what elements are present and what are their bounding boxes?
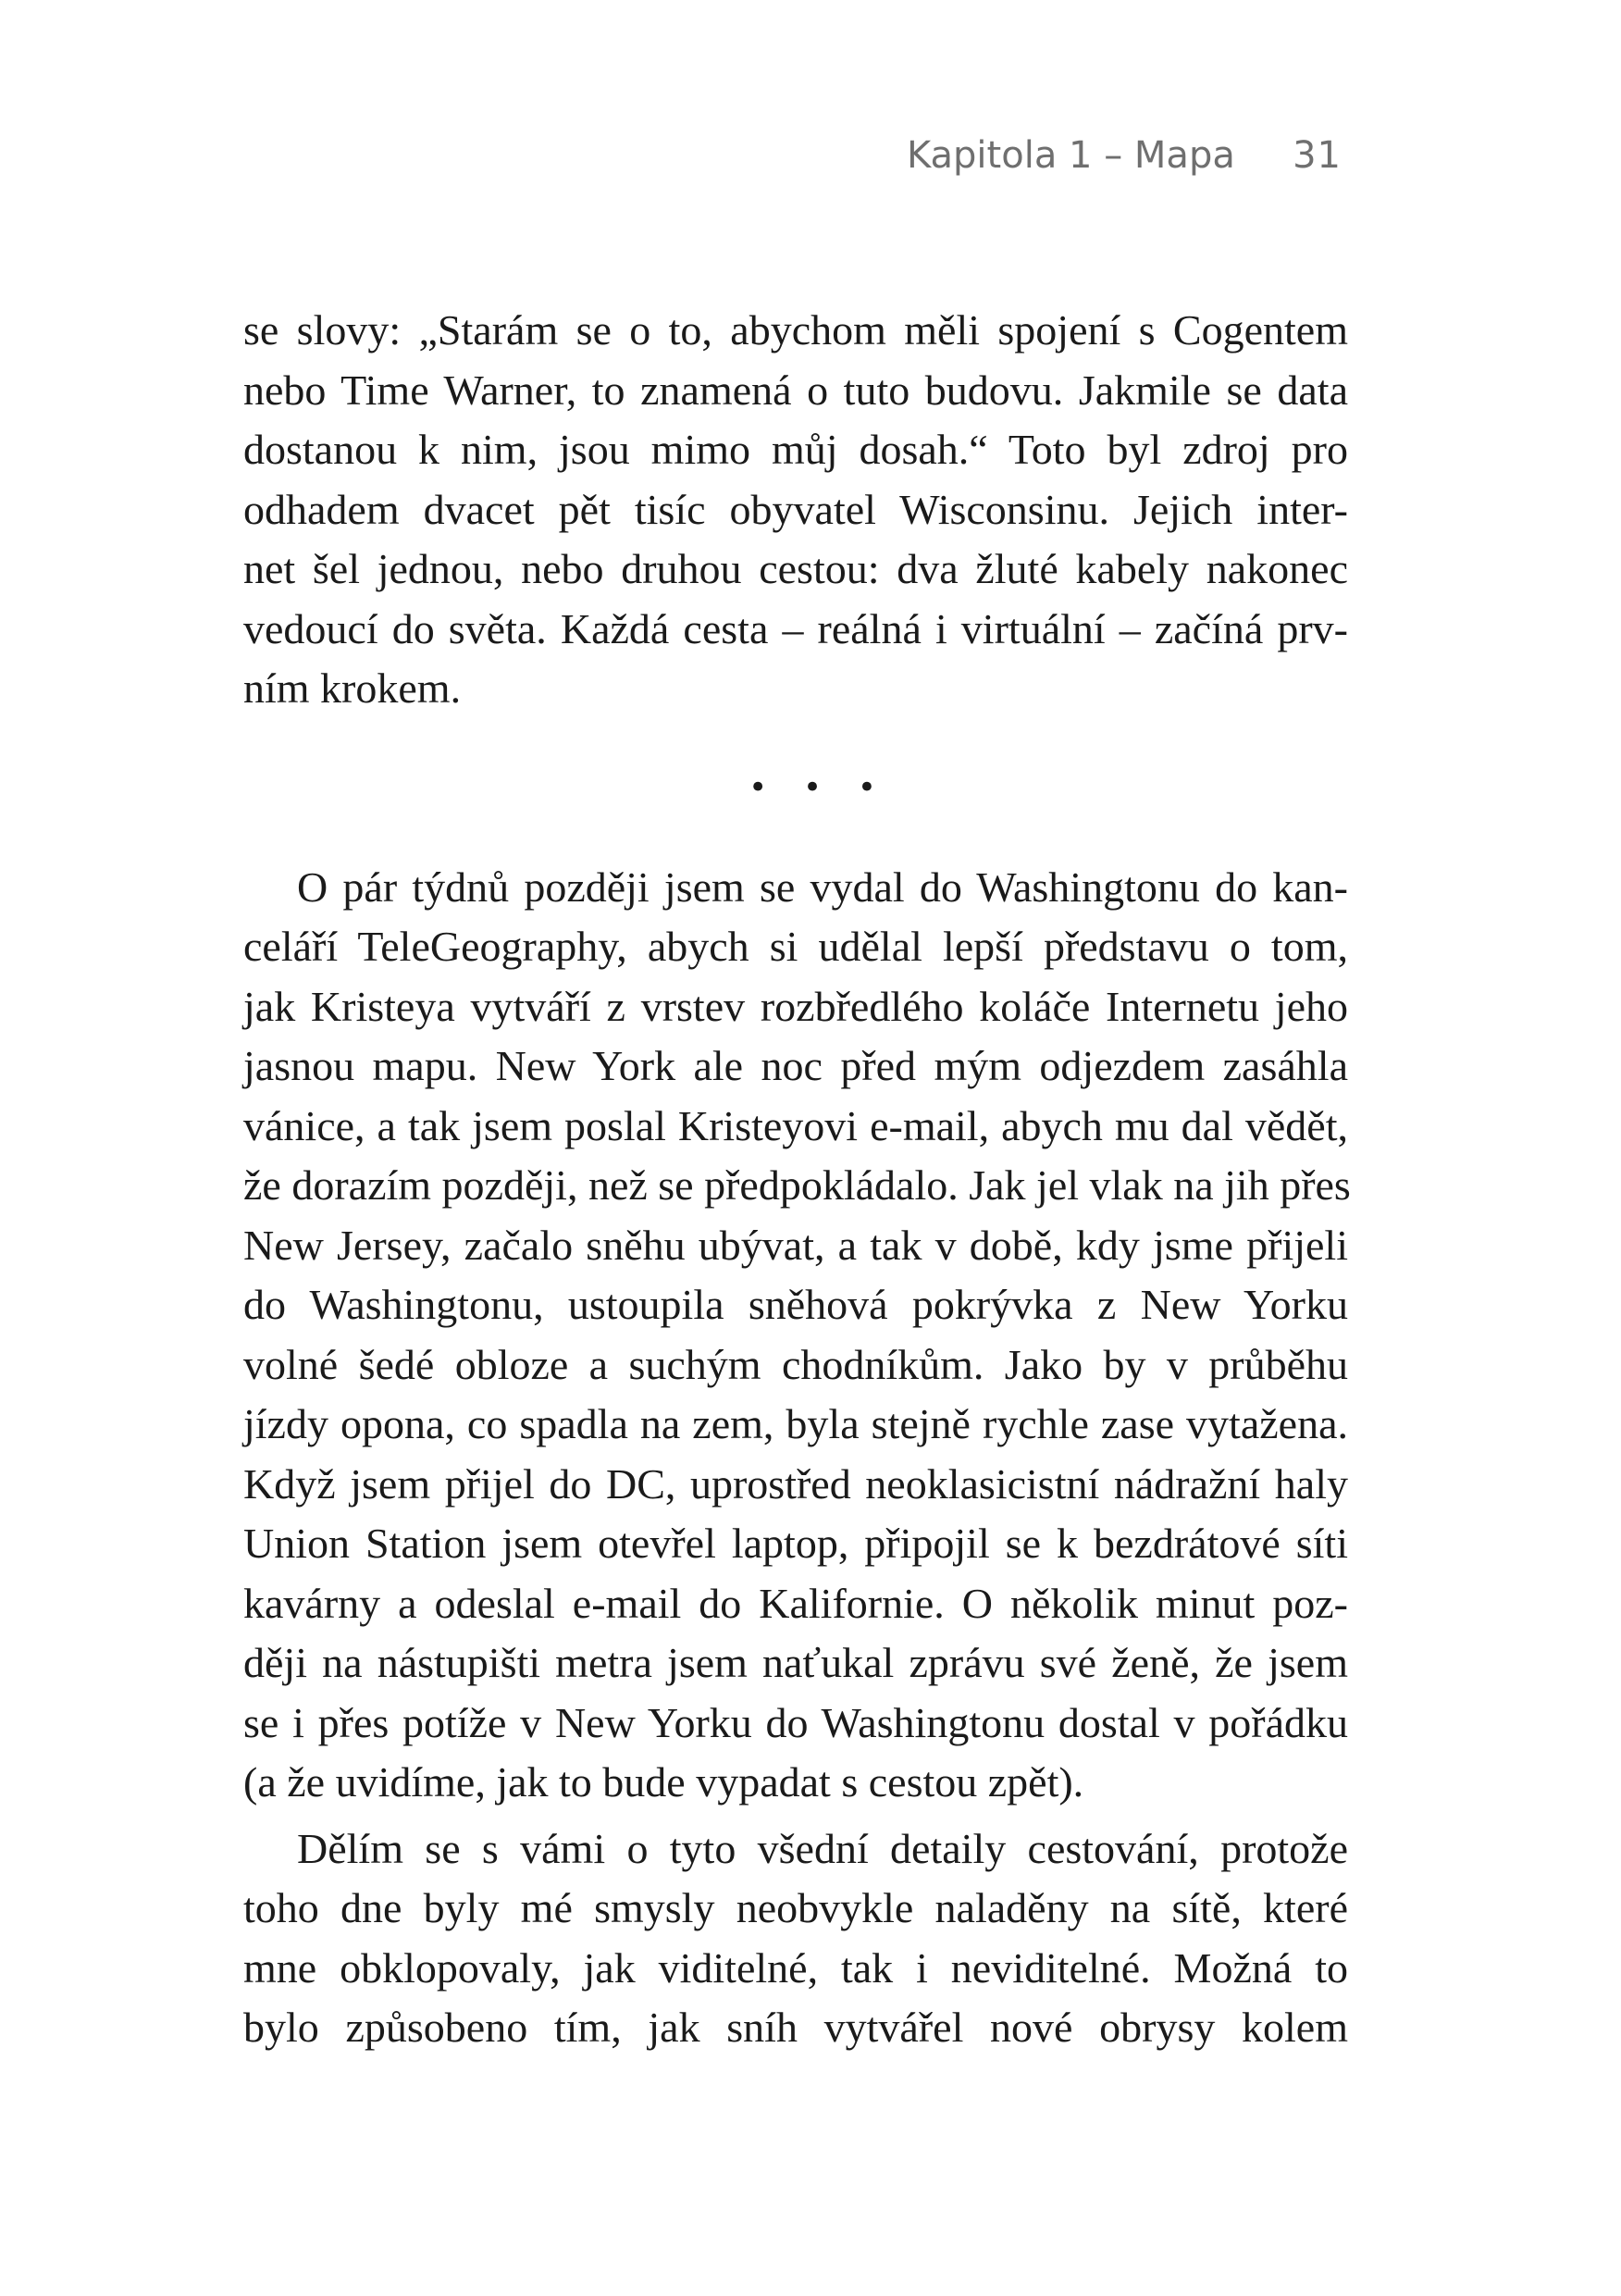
text-line: jasnou mapu. New York ale noc před mým odjezdem zasáhla — [243, 1042, 1348, 1089]
text-line: vánice, a tak jsem poslal Kristeyovi e-mail, abych mu dal vědět, — [243, 1101, 1348, 1149]
section-break: • • • — [749, 769, 889, 807]
page-number: 31 — [1293, 134, 1342, 177]
text-line: nebo Time Warner, to znamená o tuto budovu. Jakmile se data — [243, 366, 1348, 414]
text-line: se i přes potíže v New Yorku do Washingtonu dostal v pořádku — [243, 1698, 1348, 1746]
paragraph-3 — [243, 1819, 1348, 2058]
text-line: jízdy opona, co spadla na zem, byla stejně rychle zase vytažena. — [243, 1400, 1348, 1447]
text-line: kavárny a odeslal e-mail do Kalifornie. O několik minut poz- — [243, 1579, 1348, 1627]
body-text — [243, 301, 1351, 2058]
text-line: O pár týdnů později jsem se vydal do Washingtonu do kan- — [297, 863, 1348, 911]
text-line: Union Station jsem otevřel laptop, připojil se k bezdrátové síti — [243, 1520, 1348, 1567]
text-line: net šel jednou, nebo druhou cestou: dva žluté kabely nakonec — [243, 545, 1348, 592]
text-line: Dělím se s vámi o tyto všední detaily cestování, protože — [297, 1824, 1348, 1872]
text-line: ději na nástupišti metra jsem naťukal zprávu své ženě, že jsem — [243, 1639, 1348, 1686]
text-line: volné šedé obloze a suchým chodníkům. Jako by v průběhu — [243, 1340, 1348, 1388]
text-line: bylo způsobeno tím, jak sníh vytvářel nové obrysy kolem — [243, 2004, 1348, 2051]
text-line: že dorazím později, než se předpokládalo. Jak jel vlak na jih přes — [243, 1161, 1351, 1209]
text-line: mne obklopovaly, jak viditelné, tak i neviditelné. Možná to — [243, 1943, 1348, 1992]
text-line: dostanou k nim, jsou mimo můj dosah.“ Toto byl zdroj pro — [243, 426, 1348, 473]
text-line: vedoucí do světa. Každá cesta – reálná i virtuální – začíná prv- — [243, 604, 1348, 652]
text-line: (a že uvidíme, jak to bude vypadat s cestou zpět). — [243, 1758, 1084, 1806]
text-line: celáří TeleGeography, abych si udělal lepší představu o tom, — [243, 923, 1348, 970]
text-line: jak Kristeya vytváří z vrstev rozbředlého koláče Internetu jeho — [243, 982, 1348, 1030]
text-line: se slovy: „Starám se o to, abychom měli spojení s Cogentem — [243, 306, 1348, 354]
text-line: Když jsem přijel do DC, uprostřed neoklasicistní nádražní haly — [243, 1459, 1348, 1508]
text-line: toho dne byly mé smysly neobvykle naladěny na sítě, které — [243, 1884, 1348, 1931]
paragraph-2 — [243, 858, 1351, 1813]
text-line: New Jersey, začalo sněhu ubývat, a tak v době, kdy jsme přijeli — [243, 1221, 1348, 1269]
paragraph-1 — [243, 301, 1348, 719]
chapter-title: Kapitola 1 – Mapa — [907, 134, 1235, 177]
text-line: odhadem dvacet pět tisíc obyvatel Wisconsinu. Jejich inter- — [243, 485, 1348, 533]
running-header — [907, 128, 1342, 183]
text-line: do Washingtonu, ustoupila sněhová pokrývka z New Yorku — [243, 1281, 1348, 1328]
text-line: ním krokem. — [243, 664, 462, 712]
